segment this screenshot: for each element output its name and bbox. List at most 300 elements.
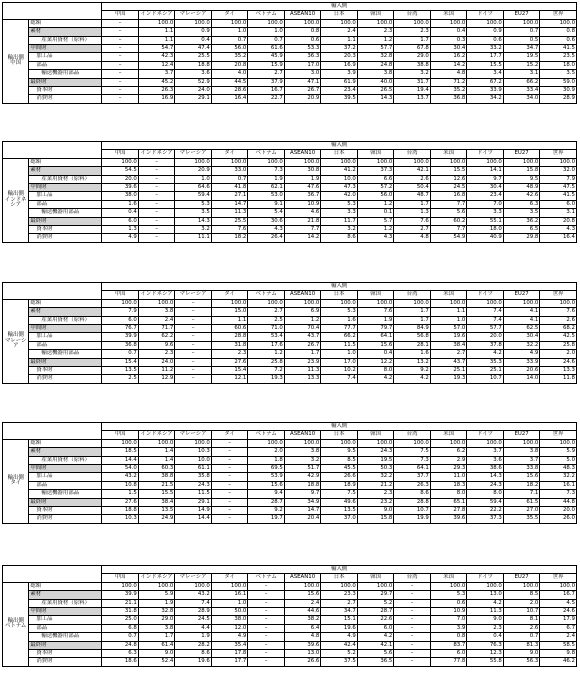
country-header: ドイツ <box>467 431 504 439</box>
value-cell: 100.0 <box>102 439 139 447</box>
value-cell: 2.4 <box>540 633 577 641</box>
row-parts <box>3 481 577 489</box>
value-cell: 100.0 <box>357 299 394 307</box>
value-cell: 42.0 <box>321 192 358 200</box>
value-cell: 10.3 <box>175 448 212 456</box>
value-cell: – <box>102 44 139 52</box>
row-processed <box>3 192 577 200</box>
value-cell: 10.8 <box>102 481 139 489</box>
value-cell: 100.0 <box>211 582 248 590</box>
value-cell: – <box>394 624 431 632</box>
value-cell: 42.1 <box>394 167 431 175</box>
country-header: ASEAN10 <box>284 150 321 158</box>
value-cell: 6.0 <box>357 624 394 632</box>
value-cell: 29.0 <box>394 53 431 61</box>
row-label: 輸送機器用部品 <box>29 70 102 78</box>
country-header: 世界 <box>540 11 577 19</box>
value-cell: 39.6 <box>430 515 467 523</box>
value-cell: 60.3 <box>138 464 175 472</box>
value-cell: 29.8 <box>503 234 540 242</box>
value-cell: 0.6 <box>467 36 504 44</box>
value-cell: 100.0 <box>503 19 540 27</box>
value-cell: 19.7 <box>248 515 285 523</box>
value-cell: 53.3 <box>284 44 321 52</box>
value-cell: 14.4 <box>175 515 212 523</box>
value-cell: 13.5 <box>321 506 358 514</box>
value-cell: 1.7 <box>394 200 431 208</box>
row-materials <box>3 28 577 36</box>
value-cell: 50.3 <box>357 464 394 472</box>
value-cell: 29.3 <box>430 464 467 472</box>
value-cell: 4.4 <box>175 624 212 632</box>
value-cell: 18.8 <box>102 506 139 514</box>
value-cell: 3.4 <box>467 70 504 78</box>
value-cell: 20.0 <box>467 333 504 341</box>
value-cell: 2.3 <box>357 28 394 36</box>
value-cell: 18.5 <box>102 448 139 456</box>
value-cell: 26.0 <box>540 515 577 523</box>
value-cell: 1.7 <box>394 308 431 316</box>
value-cell: 1.1 <box>430 308 467 316</box>
value-cell: 28.6 <box>211 86 248 94</box>
exporter-label: 輸出側 マレーシア <box>3 299 29 383</box>
value-cell: 6.3 <box>102 649 139 657</box>
row-label: 産業用資材（原料） <box>29 456 102 464</box>
value-cell: 42.6 <box>503 192 540 200</box>
value-cell: 3.5 <box>175 209 212 217</box>
value-cell: 52.4 <box>138 658 175 666</box>
row-label: 資本財 <box>29 506 102 514</box>
value-cell: 3.9 <box>321 70 358 78</box>
value-cell: 20.3 <box>321 53 358 61</box>
value-cell: 57.2 <box>357 183 394 191</box>
value-cell: 10.2 <box>321 366 358 374</box>
value-cell: 19.6 <box>430 333 467 341</box>
value-cell: 1.7 <box>284 350 321 358</box>
row-label: 総額 <box>29 299 102 307</box>
value-cell: 61.5 <box>503 498 540 506</box>
value-cell: 1.6 <box>102 200 139 208</box>
value-cell: 37.8 <box>467 341 504 349</box>
value-cell: 83.7 <box>430 641 467 649</box>
value-cell: 8.1 <box>503 616 540 624</box>
value-cell: 2.3 <box>467 624 504 632</box>
row-industrial-materials <box>3 456 577 464</box>
value-cell: 43.7 <box>284 333 321 341</box>
value-cell: 1.6 <box>394 350 431 358</box>
value-cell: 18.0 <box>467 225 504 233</box>
value-cell: 8.6 <box>394 490 431 498</box>
value-cell: 9.7 <box>467 175 504 183</box>
value-cell: 8.5 <box>321 456 358 464</box>
value-cell: 26.4 <box>248 234 285 242</box>
value-cell: 13.3 <box>284 375 321 383</box>
value-cell: 71.2 <box>430 78 467 86</box>
country-header: 日本 <box>321 11 358 19</box>
value-cell: – <box>394 591 431 599</box>
value-cell: 42.4 <box>321 641 358 649</box>
country-header: 台湾 <box>394 150 431 158</box>
value-cell: 13.5 <box>138 506 175 514</box>
value-cell: 64.6 <box>175 183 212 191</box>
value-cell: 12.3 <box>467 649 504 657</box>
row-label: 素材 <box>29 308 102 316</box>
value-cell: 2.5 <box>102 375 139 383</box>
row-label: 部品 <box>29 200 102 208</box>
country-header: 世界 <box>540 150 577 158</box>
value-cell: 100.0 <box>467 158 504 166</box>
value-cell: 100.0 <box>138 299 175 307</box>
value-cell: 15.4 <box>211 366 248 374</box>
row-label: 最終財 <box>29 78 102 86</box>
country-header: タイ <box>211 431 248 439</box>
value-cell: 58.5 <box>540 641 577 649</box>
value-cell: 0.7 <box>248 36 285 44</box>
value-cell: 37.2 <box>321 44 358 52</box>
country-header: EU27 <box>503 291 540 299</box>
value-cell: 3.0 <box>284 70 321 78</box>
value-cell: – <box>175 308 212 316</box>
value-cell: 3.7 <box>138 70 175 78</box>
value-cell: 100.0 <box>211 19 248 27</box>
value-cell: – <box>175 358 212 366</box>
value-cell: 59.4 <box>467 498 504 506</box>
value-cell: – <box>211 473 248 481</box>
value-cell: 3.6 <box>467 456 504 464</box>
value-cell: 11.3 <box>284 366 321 374</box>
value-cell: 4.3 <box>248 225 285 233</box>
row-final <box>3 358 577 366</box>
value-cell: 7.6 <box>394 217 431 225</box>
country-header: 韓国 <box>357 574 394 582</box>
value-cell: 54.9 <box>430 234 467 242</box>
value-cell: 24.8 <box>102 641 139 649</box>
value-cell: 18.8 <box>284 481 321 489</box>
value-cell: 0.8 <box>430 633 467 641</box>
row-transport-parts <box>3 70 577 78</box>
value-cell: 39.5 <box>321 95 358 103</box>
value-cell: 15.9 <box>248 61 285 69</box>
value-cell: 28.9 <box>175 607 212 615</box>
header-import-row <box>3 283 577 291</box>
value-cell: 7.7 <box>430 200 467 208</box>
value-cell: 14.3 <box>175 217 212 225</box>
value-cell: 1.9 <box>248 175 285 183</box>
value-cell: 5.3 <box>321 200 358 208</box>
value-cell: 100.0 <box>248 439 285 447</box>
value-cell: 32.2 <box>503 341 540 349</box>
value-cell: 2.6 <box>394 175 431 183</box>
value-cell: 15.6 <box>248 481 285 489</box>
value-cell: 35.4 <box>211 641 248 649</box>
row-label: 素材 <box>29 448 102 456</box>
value-cell: 11.3 <box>211 209 248 217</box>
country-header: タイ <box>211 574 248 582</box>
country-header: 台湾 <box>394 291 431 299</box>
value-cell: 1.9 <box>138 599 175 607</box>
value-cell: 0.7 <box>503 633 540 641</box>
value-cell: – <box>248 633 285 641</box>
value-cell: 32.8 <box>138 607 175 615</box>
value-cell: 100.0 <box>503 299 540 307</box>
row-label: 資本財 <box>29 649 102 657</box>
value-cell: 45.5 <box>321 464 358 472</box>
value-cell: 24.9 <box>138 515 175 523</box>
value-cell: 4.2 <box>467 599 504 607</box>
value-cell: 17.6 <box>248 341 285 349</box>
country-header: ベトナム <box>248 574 285 582</box>
country-header: タイ <box>211 291 248 299</box>
country-header: 中国 <box>102 291 139 299</box>
value-cell: 21.2 <box>357 481 394 489</box>
country-header: ASEAN10 <box>284 574 321 582</box>
exporter-label: 輸出側 中国 <box>3 19 29 103</box>
value-cell: 16.4 <box>540 234 577 242</box>
value-cell: 100.0 <box>321 299 358 307</box>
row-label: 輸送機器用部品 <box>29 350 102 358</box>
value-cell: – <box>394 582 431 590</box>
value-cell: 10.7 <box>467 375 504 383</box>
value-cell: 76.3 <box>467 641 504 649</box>
value-cell: 24.8 <box>357 61 394 69</box>
value-cell: 35.2 <box>430 86 467 94</box>
value-cell: 100.0 <box>394 158 431 166</box>
value-cell: 61.4 <box>138 641 175 649</box>
row-processed <box>3 53 577 61</box>
value-cell: 11.7 <box>321 217 358 225</box>
value-cell: 2.0 <box>540 350 577 358</box>
value-cell: 81.3 <box>503 641 540 649</box>
value-cell: 0.8 <box>540 28 577 36</box>
value-cell: 11.5 <box>175 490 212 498</box>
value-cell: 28.7 <box>357 607 394 615</box>
value-cell: 10.0 <box>175 456 212 464</box>
value-cell: 84.9 <box>394 324 431 332</box>
value-cell: 4.8 <box>430 70 467 78</box>
value-cell: – <box>394 599 431 607</box>
row-label: 素材 <box>29 28 102 36</box>
country-header: 韓国 <box>357 431 394 439</box>
value-cell: 3.2 <box>175 225 212 233</box>
value-cell: 4.2 <box>357 375 394 383</box>
country-header: 日本 <box>321 431 358 439</box>
value-cell: 9.0 <box>357 506 394 514</box>
value-cell: 7.6 <box>357 308 394 316</box>
value-cell: 12.0 <box>211 624 248 632</box>
value-cell: 8.0 <box>430 490 467 498</box>
value-cell: 34.7 <box>321 607 358 615</box>
value-cell: 15.5 <box>430 167 467 175</box>
value-cell: 100.0 <box>284 158 321 166</box>
value-cell: 47.1 <box>284 78 321 86</box>
value-cell: 16.1 <box>211 591 248 599</box>
value-cell: 47.4 <box>175 44 212 52</box>
value-cell: 10.7 <box>503 607 540 615</box>
value-cell: 2.6 <box>503 624 540 632</box>
value-cell: 20.6 <box>503 366 540 374</box>
value-cell: 2.7 <box>430 350 467 358</box>
value-cell: – <box>248 599 285 607</box>
value-cell: 33.2 <box>467 44 504 52</box>
value-cell: 28.8 <box>211 333 248 341</box>
value-cell: 16.9 <box>138 95 175 103</box>
value-cell: 33.9 <box>467 86 504 94</box>
value-cell: 38.4 <box>138 498 175 506</box>
value-cell: 34.0 <box>503 95 540 103</box>
value-cell: 100.0 <box>321 158 358 166</box>
value-cell: 1.0 <box>175 175 212 183</box>
value-cell: 39.9 <box>102 591 139 599</box>
value-cell: 7.0 <box>467 200 504 208</box>
value-cell: 9.8 <box>540 649 577 657</box>
value-cell: 34.2 <box>467 95 504 103</box>
value-cell: 38.6 <box>467 464 504 472</box>
value-cell: 1.7 <box>394 316 431 324</box>
value-cell: 69.5 <box>248 464 285 472</box>
value-cell: 18.9 <box>321 481 358 489</box>
country-header: ドイツ <box>467 291 504 299</box>
value-cell: 25.1 <box>430 366 467 374</box>
country-header: 中国 <box>102 11 139 19</box>
value-cell: – <box>211 448 248 456</box>
value-cell: 20.8 <box>540 217 577 225</box>
value-cell: 26.6 <box>321 473 358 481</box>
country-header: インドネシア <box>138 11 175 19</box>
value-cell: 56.0 <box>357 192 394 200</box>
value-cell: 35.3 <box>467 358 504 366</box>
value-cell: 23.2 <box>357 498 394 506</box>
row-label: 加工品 <box>29 616 102 624</box>
value-cell: – <box>102 19 139 27</box>
row-consumer <box>3 658 577 666</box>
value-cell: – <box>211 515 248 523</box>
value-cell: 60.6 <box>211 324 248 332</box>
value-cell: 13.0 <box>284 649 321 657</box>
value-cell: 5.2 <box>357 599 394 607</box>
value-cell: 2.4 <box>138 316 175 324</box>
country-header: 世界 <box>540 291 577 299</box>
value-cell: 7.9 <box>540 175 577 183</box>
value-cell: 16.8 <box>430 192 467 200</box>
value-cell: 100.0 <box>357 158 394 166</box>
value-cell: 100.0 <box>248 299 285 307</box>
value-cell: – <box>102 86 139 94</box>
value-cell: 8.6 <box>321 234 358 242</box>
value-cell: 100.0 <box>540 439 577 447</box>
value-cell: 15.6 <box>503 473 540 481</box>
value-cell: 100.0 <box>394 19 431 27</box>
value-cell: 25.5 <box>211 217 248 225</box>
value-cell: 0.6 <box>540 36 577 44</box>
value-cell: 1.9 <box>175 633 212 641</box>
corner-cell <box>3 142 102 159</box>
value-cell: – <box>138 167 175 175</box>
country-header: 世界 <box>540 431 577 439</box>
row-processed <box>3 473 577 481</box>
value-cell: 64.1 <box>394 464 431 472</box>
value-cell: 54.7 <box>138 44 175 52</box>
value-cell: 57.0 <box>430 324 467 332</box>
value-cell: 4.2 <box>467 350 504 358</box>
value-cell: 76.7 <box>102 324 139 332</box>
value-cell: 37.3 <box>467 515 504 523</box>
value-cell: 8.6 <box>175 649 212 657</box>
value-cell: 18.6 <box>102 658 139 666</box>
value-cell: 100.0 <box>430 158 467 166</box>
value-cell: 15.1 <box>321 616 358 624</box>
value-cell: – <box>138 209 175 217</box>
value-cell: 15.5 <box>467 61 504 69</box>
value-cell: 49.6 <box>321 498 358 506</box>
value-cell: 60.2 <box>430 217 467 225</box>
value-cell: 45.2 <box>138 78 175 86</box>
value-cell: 100.0 <box>175 19 212 27</box>
value-cell: 31.8 <box>211 341 248 349</box>
country-header: EU27 <box>503 11 540 19</box>
country-header: 米国 <box>430 574 467 582</box>
value-cell: 3.2 <box>321 225 358 233</box>
value-cell: 6.0 <box>102 316 139 324</box>
row-label: 輸送機器用部品 <box>29 633 102 641</box>
country-header: ドイツ <box>467 150 504 158</box>
value-cell: 5.2 <box>321 649 358 657</box>
value-cell: 21.1 <box>102 599 139 607</box>
value-cell: – <box>138 234 175 242</box>
value-cell: 12.2 <box>357 358 394 366</box>
row-label: 産業用資材（原料） <box>29 36 102 44</box>
value-cell: 35.8 <box>175 473 212 481</box>
value-cell: 100.0 <box>540 19 577 27</box>
value-cell: 100.0 <box>394 439 431 447</box>
value-cell: 16.4 <box>211 95 248 103</box>
value-cell: 32.2 <box>540 473 577 481</box>
row-label: 総額 <box>29 158 102 166</box>
value-cell: 66.2 <box>503 78 540 86</box>
value-cell: 34.7 <box>503 44 540 52</box>
row-label: 総額 <box>29 582 102 590</box>
value-cell: 2.7 <box>321 599 358 607</box>
value-cell: 1.0 <box>248 28 285 36</box>
country-header: 日本 <box>321 291 358 299</box>
row-intermediate <box>3 183 577 191</box>
country-header: 台湾 <box>394 11 431 19</box>
row-label: 消費財 <box>29 95 102 103</box>
row-total <box>3 158 577 166</box>
row-label: 加工品 <box>29 192 102 200</box>
value-cell: 38.4 <box>430 341 467 349</box>
value-cell: 43.7 <box>430 358 467 366</box>
value-cell: 100.0 <box>467 299 504 307</box>
value-cell: 15.4 <box>102 358 139 366</box>
value-cell: 5.9 <box>540 448 577 456</box>
value-cell: 100.0 <box>284 19 321 27</box>
country-header: ドイツ <box>467 11 504 19</box>
value-cell: 100.0 <box>357 582 394 590</box>
value-cell: 5.6 <box>357 649 394 657</box>
value-cell: 17.8 <box>211 649 248 657</box>
value-cell: 50.4 <box>394 183 431 191</box>
value-cell: 2.3 <box>357 490 394 498</box>
value-cell: 14.3 <box>357 95 394 103</box>
trade-table-block <box>2 565 577 667</box>
value-cell: 15.2 <box>503 61 540 69</box>
value-cell: 71.7 <box>138 324 175 332</box>
value-cell: 28.7 <box>248 498 285 506</box>
corner-cell <box>3 283 102 300</box>
value-cell: 1.7 <box>138 633 175 641</box>
country-header: 中国 <box>102 150 139 158</box>
country-header: 中国 <box>102 574 139 582</box>
